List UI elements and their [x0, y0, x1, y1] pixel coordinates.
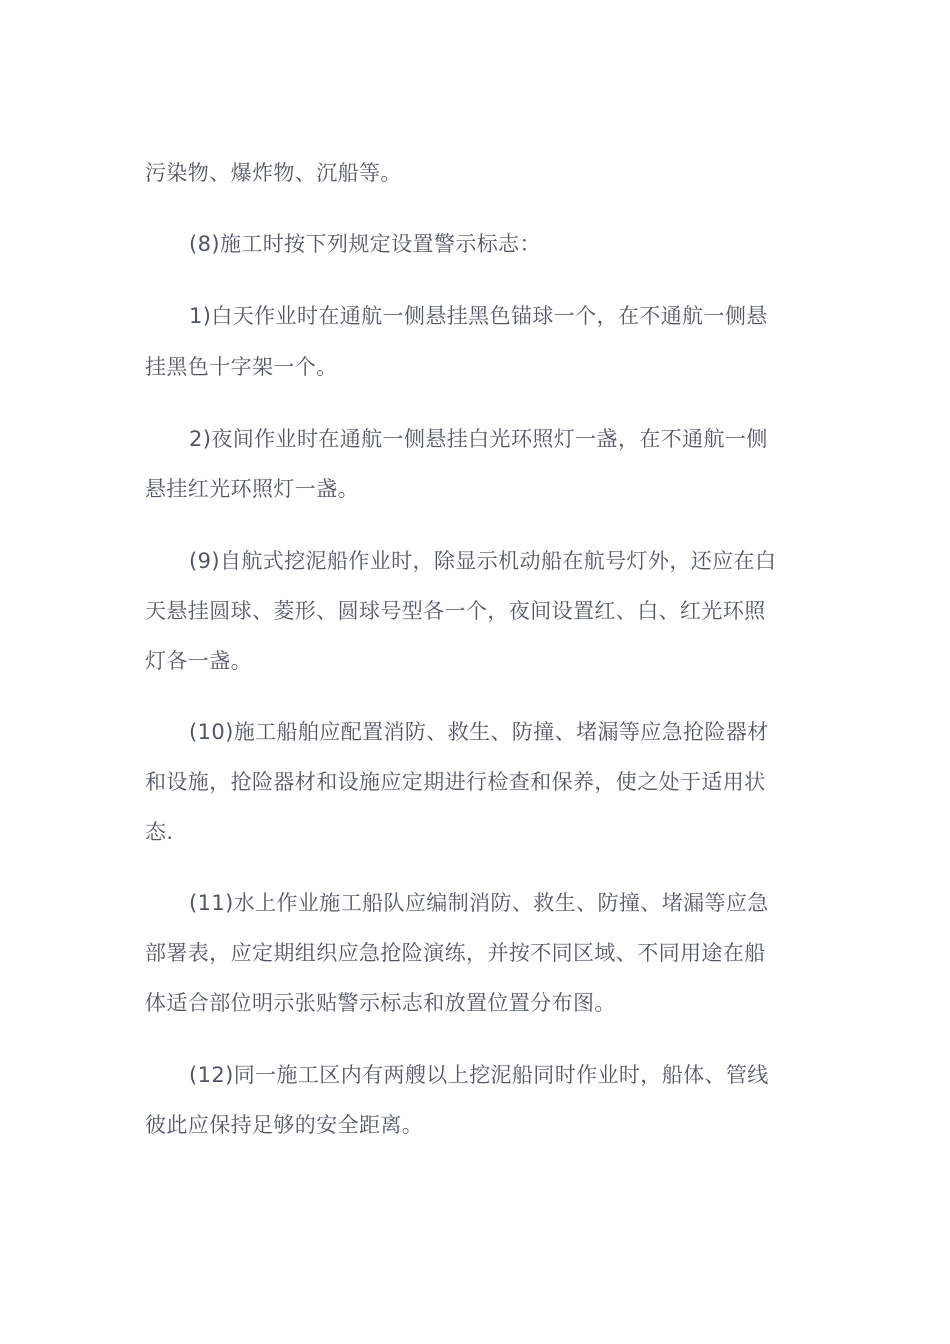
paragraph-10: (10)施工船舶应配置消防、救生、防撞、堵漏等应急抢险器材 — [189, 720, 769, 744]
paragraph-9: (9)自航式挖泥船作业时，除显示机动船在航号灯外，还应在白 — [189, 549, 777, 573]
text-line: 2)夜间作业时在通航一侧悬挂白光环照灯一盏，在不通航一侧 — [189, 427, 768, 451]
text-line: 体适合部位明示张贴警示标志和放置位置分布图。 — [145, 991, 616, 1015]
text-line: 态. — [145, 820, 174, 844]
text-line: 彼此应保持足够的安全距离。 — [145, 1113, 424, 1137]
text-line: 天悬挂圆球、菱形、圆球号型各一个，夜间设置红、白、红光环照 — [145, 599, 766, 623]
text-line: 灯各一盏。 — [145, 649, 252, 673]
paragraph-heading-8: (8)施工时按下列规定设置警示标志： — [189, 232, 541, 256]
text-line: 1)白天作业时在通航一侧悬挂黑色锚球一个，在不通航一侧悬 — [189, 304, 768, 328]
text-line: 和设施，抢险器材和设施应定期进行检查和保养，使之处于适用状 — [145, 770, 766, 794]
text-line: 挂黑色十字架一个。 — [145, 355, 338, 379]
paragraph-11: (11)水上作业施工船队应编制消防、救生、防撞、堵漏等应急 — [189, 891, 769, 915]
text-line: 部署表，应定期组织应急抢险演练，并按不同区域、不同用途在船 — [145, 941, 766, 965]
text-line: 悬挂红光环照灯一盏。 — [145, 477, 359, 501]
text-line: 污染物、爆炸物、沉船等。 — [145, 161, 402, 185]
paragraph-12: (12)同一施工区内有两艘以上挖泥船同时作业时，船体、管线 — [189, 1063, 769, 1087]
